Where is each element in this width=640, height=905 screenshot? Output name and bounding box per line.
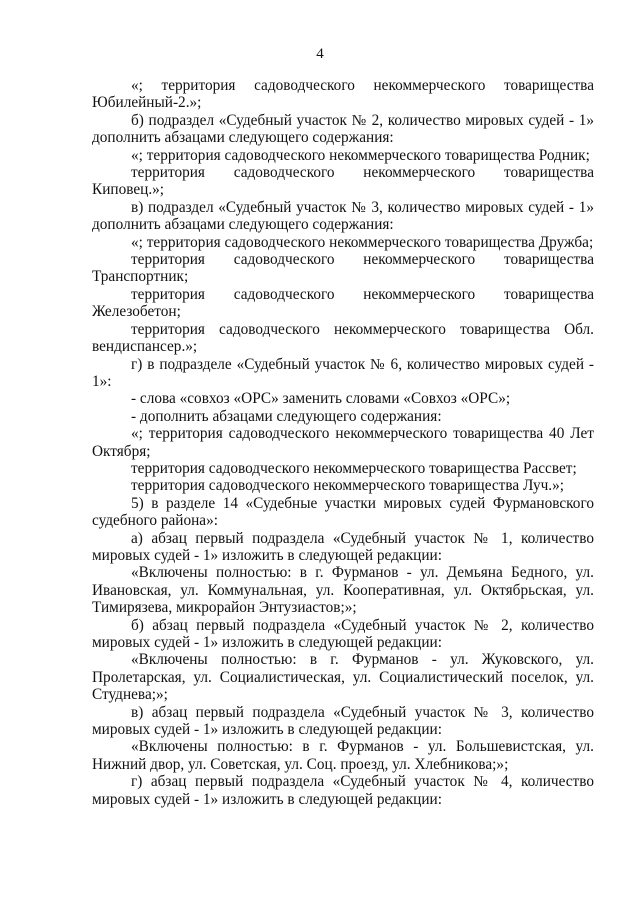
paragraph: «; территория садоводческого некоммерческого товарищества Дружба; — [131, 233, 594, 251]
paragraph: «; территория садоводческого некоммерческого товарищества 40 Лет Октября; — [92, 425, 594, 460]
paragraph: «; территория садоводческого некоммерческого товарищества Юбилейный-2.»; — [92, 77, 594, 112]
page-number: 4 — [316, 46, 324, 62]
paragraph: в) абзац первый подраздела «Судебный участок № 3, количество мировых судей - 1» изложить в следующей редакции: — [92, 703, 594, 739]
paragraph: в) подраздел «Судебный участок № 3, количество мировых судей - 1» дополнить абзацами следующего содержания: — [92, 198, 594, 234]
paragraph: г) абзац первый подраздела «Судебный участок № 4, количество мировых судей - 1» изложить в следующей редакции: — [92, 773, 594, 808]
paragraph: территория садоводческого некоммерческого товарищества Обл. вендиспансер.»; — [92, 320, 594, 356]
paragraph: территория садоводческого некоммерческого товарищества Транспортник; — [92, 251, 594, 286]
paragraph: территория садоводческого некоммерческого товарищества Киповец.»; — [92, 164, 594, 199]
paragraph: территория садоводческого некоммерческого товарищества Луч.»; — [131, 477, 565, 495]
paragraph: «Включены полностью: в г. Фурманов - ул. Большевистская, ул. Нижний двор, ул. Советская, ул. Соц. проезд, ул. Хлебникова;»; — [92, 738, 594, 773]
paragraph: - дополнить абзацами следующего содержания: — [131, 407, 442, 425]
paragraph: 5) в разделе 14 «Судебные участки мировых судей Фурмановского судебного района»: — [92, 494, 594, 530]
paragraph: г) в подразделе «Судебный участок № 6, количество мировых судей - 1»: — [92, 355, 594, 390]
paragraph: б) подраздел «Судебный участок № 2, количество мировых судей - 1» дополнить абзацами следующего содержания: — [92, 111, 594, 147]
paragraph: «Включены полностью: в г. Фурманов - ул. Жуковского, ул. Пролетарская, ул. Социалистическая, ул. Социалистический поселок, ул. Студнева;»; — [92, 651, 594, 704]
paragraph: «; территория садоводческого некоммерческого товарищества Родник; — [131, 146, 590, 164]
paragraph: б) абзац первый подраздела «Судебный участок № 2, количество мировых судей - 1» изложить в следующей редакции: — [92, 616, 594, 651]
document-body — [92, 77, 594, 808]
paragraph: территория садоводческого некоммерческого товарищества Рассвет; — [131, 459, 577, 477]
paragraph: «Включены полностью: в г. Фурманов - ул. Демьяна Бедного, ул. Ивановская, ул. Коммунальная, ул. Кооперативная, ул. Октябрьская, ул. Тимирязева, микрорайон Энтузиастов;»; — [92, 564, 594, 617]
paragraph: а) абзац первый подраздела «Судебный участок № 1, количество мировых судей - 1» изложить в следующей редакции: — [92, 529, 594, 564]
paragraph: территория садоводческого некоммерческого товарищества Железобетон; — [92, 285, 594, 321]
paragraph: - слова «совхоз «ОРС» заменить словами «Совхоз «ОРС»; — [131, 390, 511, 408]
